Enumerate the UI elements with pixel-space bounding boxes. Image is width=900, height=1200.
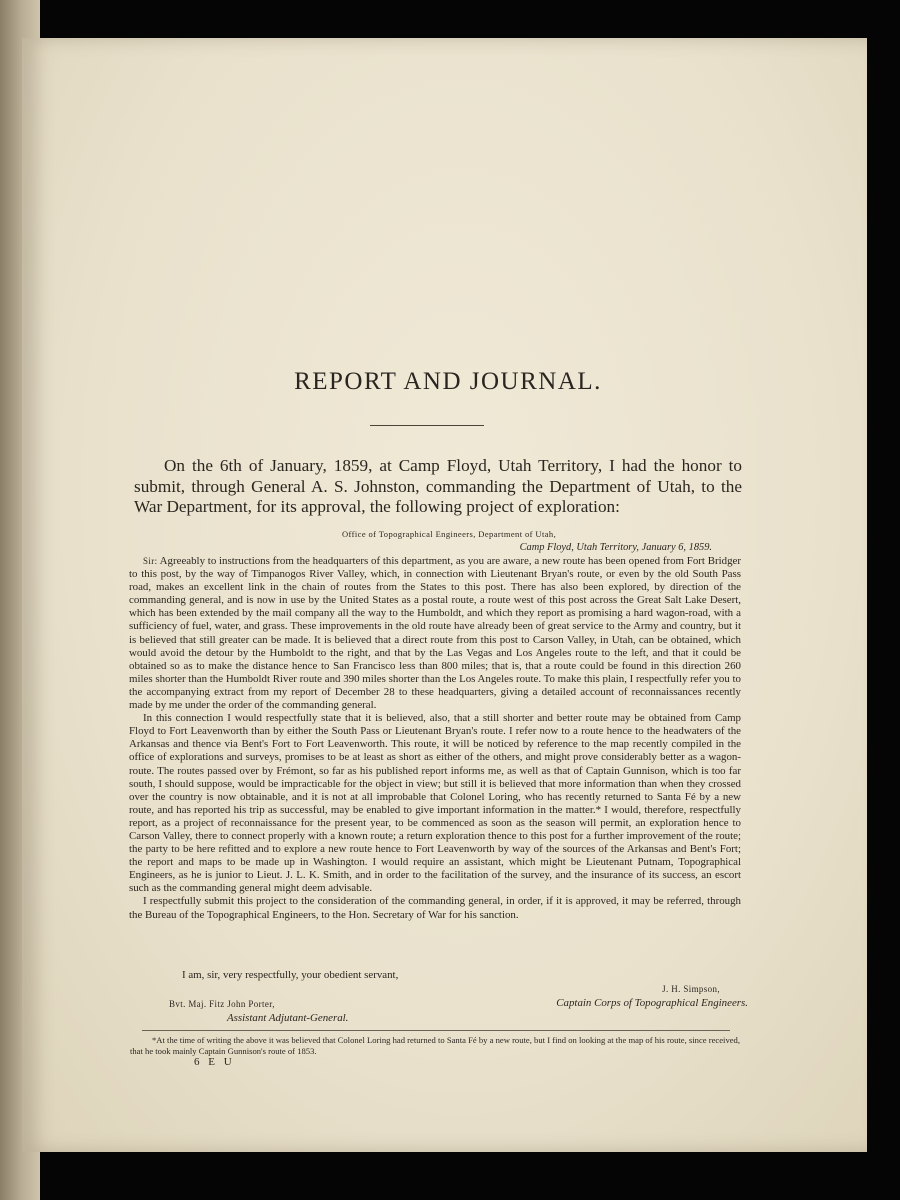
letter-paragraph: In this connection I would respectfully state that it is believed, also, that a still shorter and better route may be obtained from Camp Floyd to Fort Leavenworth than by either the South Pass or Lieutenant Bryan's route. I refer now to a route hence to the headwaters of the Arkansas and thence via Bent's Fort to Fort Leavenworth. This route, it will be noticed by reference to the map recently compiled in the office of explorations and surveys, promises to be at least as short as either of the others, and might prove considerably better as a wagon-route. The routes passed over by Frémont, so far as his published report informs me, as well as that of Captain Gunnison, which is too far south, I should suppose, would be impracticable for the object in view; but still it is believed that more information than when they crossed over the country is now obtainable, and it is not at all improbable that Colonel Loring, who has recently returned to Santa Fé by a new route, and has reported his trip as successful, may be enabled to give important information in the matter.* I would, therefore, respectfully report, as a project of reconnaissance for the present year, to be commenced as soon as the season will permit, an exploration hence to Carson Valley, there to connect properly with a known route; a return exploration thence to this post for a further improvement of the route; the party to be here refitted and to explore a new route hence to Fort Leavenworth by way of the sources of the Arkansas and Bent's Fort; the report and maps to be made up in Washington. I would require an assistant, which might be Lieutenant Putnam, Topographical Engineers, as he is junior to Lieut. J. L. K. Smith, and in order to the facilitation of the survey, and the insurance of its success, an escort such as the commanding general might deem advisable.: [129, 712, 741, 895]
letter-body: [129, 555, 741, 922]
recipient-position: Assistant Adjutant-General.: [227, 1012, 349, 1024]
letter-paragraph: [129, 555, 741, 712]
salutation: Sir:: [143, 556, 158, 566]
footnote-text: *At the time of writing the above it was believed that Colonel Loring had returned to Santa Fé by a new route, but I find on looking at the map of his route, since received, that he took mainly Captain Gunnison's route of 1853.: [130, 1035, 740, 1056]
letter-paragraph: I respectfully submit this project to the consideration of the commanding general, in order, if it is approved, it may be referred, through the Bureau of the Topographical Engineers, to the Hon. Secretary of War for his sanction.: [129, 895, 741, 921]
signer-rank: Captain Corps of Topographical Engineers.: [556, 997, 748, 1009]
recipient-block: [169, 997, 348, 1025]
title-rule: [370, 425, 484, 426]
letterhead: [342, 528, 742, 554]
signature-block: [512, 982, 748, 1010]
letterhead-office: Office of Topographical Engineers, Department of Utah,: [342, 529, 557, 539]
recipient-name: Bvt. Maj. Fitz John Porter,: [169, 999, 275, 1009]
printer-signature-mark: 6 E U: [194, 1056, 235, 1068]
page-title: REPORT AND JOURNAL.: [294, 368, 602, 395]
intro-text: On the 6th of January, 1859, at Camp Floyd, Utah Territory, I had the honor to submit, through General A. S. Johnston, commanding the Department of Utah, to the War Department, for its approval, the following project of exploration:: [134, 456, 742, 516]
intro-paragraph: [134, 456, 742, 518]
signer-name: J. H. Simpson,: [662, 984, 720, 994]
book-page: [22, 38, 867, 1152]
paragraph-text: Agreeably to instructions from the headquarters of this department, as you are aware, a new route has been opened from Fort Bridger to this post, by the way of Timpanogos River Valley, which, in connection with Lieutenant Bryan's route, or even by the old South Pass road, makes an excellent link in the chain of routes from the States to this post. There has also been explored, by direction of the commanding general, and is now in use by the United States as a postal route, a route west of this post across the Great Salt Lake Desert, which has been extended by the mail company all the way to the Humboldt, and which they report as promising a hard wagon-road, with a sufficiency of fuel, water, and grass. These improvements in the old route have already been of great service to the Army and country, but it is believed that still greater can be made. It is believed that a direct route from this post to Carson Valley, in Utah, can be obtained, which would avoid the detour by the Humboldt to the right, and that by the Las Vegas and Los Angeles route to the left, and that it could be obtained so as to make the distance hence to San Francisco less than 800 miles; that is, that a route could be found in this direction 260 miles shorter than the Humboldt River route and 390 miles shorter than the Los Angeles route. To make this plain, I respectfully refer you to the accompanying extract from my report of December 28 to these headquarters, giving a detailed account of reconnaissances recently made by me under the order of the commanding general.: [129, 555, 741, 712]
letterhead-place-date: Camp Floyd, Utah Territory, January 6, 1859.: [519, 542, 712, 553]
footnote: [130, 1035, 740, 1057]
closing-line: I am, sir, very respectfully, your obedient servant,: [182, 969, 399, 981]
footnote-rule: [142, 1030, 730, 1031]
